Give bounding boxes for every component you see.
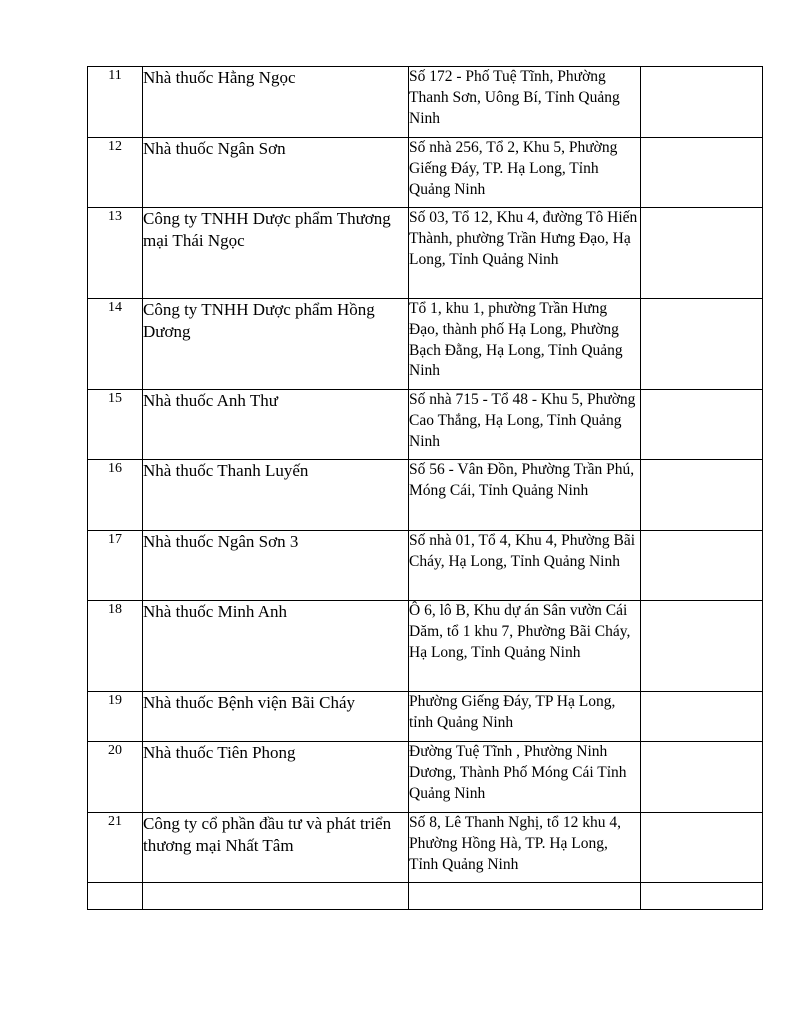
note-cell <box>641 742 763 813</box>
row-number <box>88 883 143 910</box>
note-cell <box>641 299 763 390</box>
note-cell <box>641 601 763 692</box>
pharmacy-list-table <box>87 66 763 910</box>
table-body <box>88 67 763 910</box>
pharmacy-name: Công ty TNHH Dược phẩm Hồng Dương <box>143 299 409 390</box>
row-number: 14 <box>88 299 143 390</box>
pharmacy-address: Số nhà 715 - Tổ 48 - Khu 5, Phường Cao Thắng, Hạ Long, Tỉnh Quảng Ninh <box>409 390 641 460</box>
table-row <box>88 601 763 692</box>
pharmacy-address: Đường Tuệ Tĩnh , Phường Ninh Dương, Thành Phố Móng Cái Tỉnh Quảng Ninh <box>409 742 641 813</box>
table-row <box>88 138 763 208</box>
note-cell <box>641 390 763 460</box>
table-row <box>88 531 763 601</box>
row-number: 18 <box>88 601 143 692</box>
row-number: 13 <box>88 208 143 299</box>
note-cell <box>641 138 763 208</box>
pharmacy-name: Công ty cổ phần đầu tư và phát triển thương mại Nhất Tâm <box>143 813 409 883</box>
pharmacy-address: Phường Giếng Đáy, TP Hạ Long, tỉnh Quảng Ninh <box>409 692 641 742</box>
note-cell <box>641 813 763 883</box>
pharmacy-address: Số 8, Lê Thanh Nghị, tổ 12 khu 4, Phường Hồng Hà, TP. Hạ Long, Tỉnh Quảng Ninh <box>409 813 641 883</box>
row-number: 21 <box>88 813 143 883</box>
pharmacy-name: Nhà thuốc Ngân Sơn 3 <box>143 531 409 601</box>
row-number: 17 <box>88 531 143 601</box>
pharmacy-address: Số 172 - Phố Tuệ Tĩnh, Phường Thanh Sơn, Uông Bí, Tỉnh Quảng Ninh <box>409 67 641 138</box>
row-number: 19 <box>88 692 143 742</box>
pharmacy-name: Nhà thuốc Thanh Luyến <box>143 460 409 531</box>
pharmacy-name <box>143 883 409 910</box>
pharmacy-address: Số 56 - Vân Đồn, Phường Trần Phú, Móng Cái, Tỉnh Quảng Ninh <box>409 460 641 531</box>
row-number: 15 <box>88 390 143 460</box>
pharmacy-address: Số 03, Tổ 12, Khu 4, đường Tô Hiến Thành, phường Trần Hưng Đạo, Hạ Long, Tỉnh Quảng Ninh <box>409 208 641 299</box>
pharmacy-address <box>409 883 641 910</box>
table-row <box>88 390 763 460</box>
row-number: 11 <box>88 67 143 138</box>
table-row <box>88 692 763 742</box>
pharmacy-name: Nhà thuốc Hằng Ngọc <box>143 67 409 138</box>
pharmacy-address: Số nhà 01, Tổ 4, Khu 4, Phường Bãi Cháy, Hạ Long, Tỉnh Quảng Ninh <box>409 531 641 601</box>
table-row <box>88 208 763 299</box>
pharmacy-name: Nhà thuốc Ngân Sơn <box>143 138 409 208</box>
pharmacy-name: Nhà thuốc Anh Thư <box>143 390 409 460</box>
table-row <box>88 813 763 883</box>
pharmacy-address: Tổ 1, khu 1, phường Trần Hưng Đạo, thành phố Hạ Long, Phường Bạch Đằng, Hạ Long, Tỉnh Quảng Ninh <box>409 299 641 390</box>
table-row <box>88 67 763 138</box>
note-cell <box>641 208 763 299</box>
row-number: 12 <box>88 138 143 208</box>
pharmacy-name: Công ty TNHH Dược phẩm Thương mại Thái Ngọc <box>143 208 409 299</box>
note-cell <box>641 67 763 138</box>
table-row <box>88 299 763 390</box>
note-cell <box>641 531 763 601</box>
row-number: 16 <box>88 460 143 531</box>
note-cell <box>641 883 763 910</box>
table-row <box>88 742 763 813</box>
table-row-empty <box>88 883 763 910</box>
row-number: 20 <box>88 742 143 813</box>
table-row <box>88 460 763 531</box>
pharmacy-address: Ô 6, lô B, Khu dự án Sân vườn Cái Dăm, tổ 1 khu 7, Phường Bãi Cháy, Hạ Long, Tỉnh Quảng Ninh <box>409 601 641 692</box>
pharmacy-name: Nhà thuốc Minh Anh <box>143 601 409 692</box>
pharmacy-address: Số nhà 256, Tổ 2, Khu 5, Phường Giếng Đáy, TP. Hạ Long, Tỉnh Quảng Ninh <box>409 138 641 208</box>
pharmacy-name: Nhà thuốc Tiên Phong <box>143 742 409 813</box>
note-cell <box>641 460 763 531</box>
pharmacy-name: Nhà thuốc Bệnh viện Bãi Cháy <box>143 692 409 742</box>
note-cell <box>641 692 763 742</box>
